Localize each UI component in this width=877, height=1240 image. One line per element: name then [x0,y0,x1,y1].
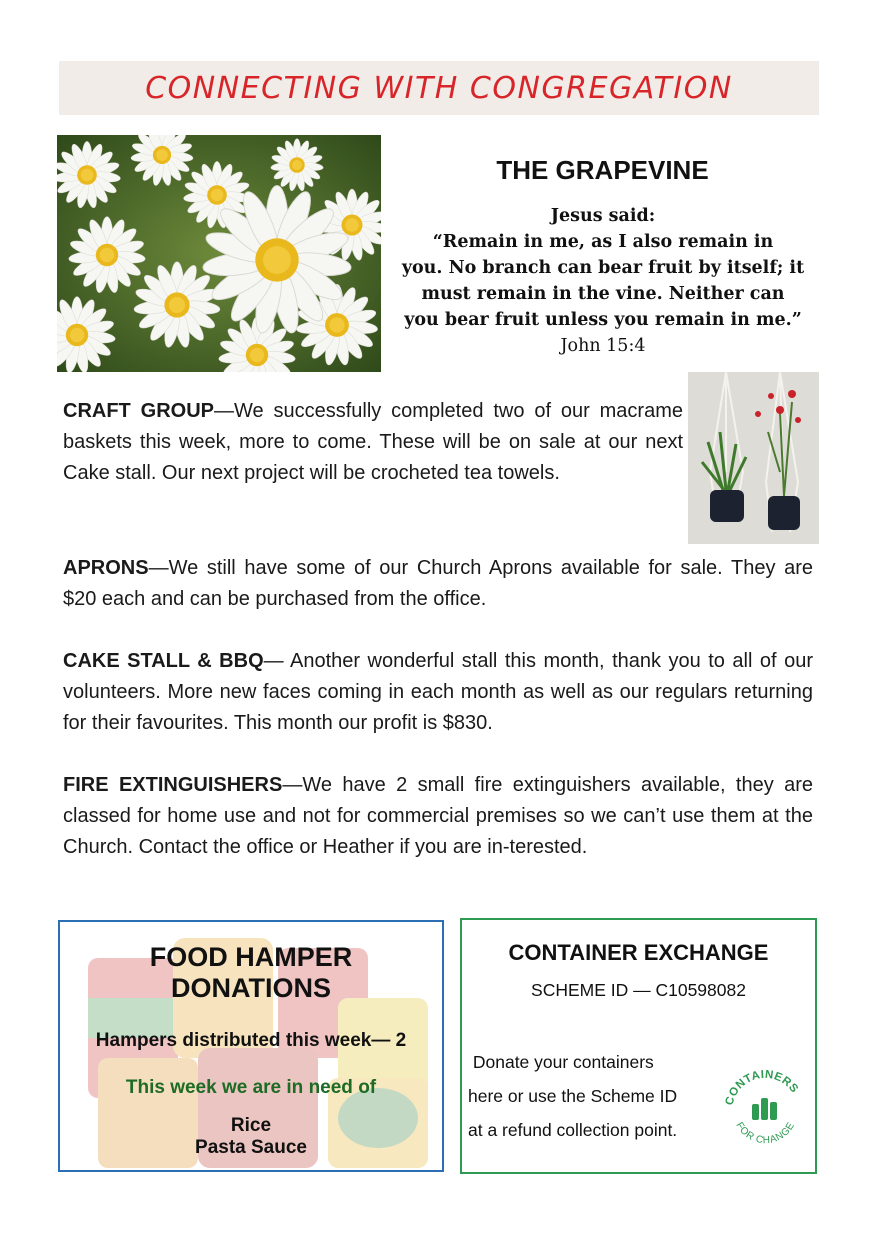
donate-line: Donate your containers [468,1052,654,1072]
section-text: — Another wonderful stall this month, thank you to all of our volunteers. More new faces coming in each month as well as our regulars returning for their favourites. This month our profit is $830. [63,650,813,734]
section-text: —We still have some of our Church Aprons available for sale. They are $20 each and can be purchased from the office. [63,557,813,610]
header-banner [59,61,819,115]
donate-text [468,1045,728,1147]
donate-line: here or use the Scheme ID [468,1086,678,1106]
needed-items-list [60,1115,442,1159]
container-exchange-title: CONTAINER EXCHANGE [508,940,769,965]
section-text: —We successfully completed two of our macrame baskets this week, more to come. These will be on sale at our next Cake stall. Our next project will be crocheted tea towels. [63,400,683,484]
section-heading: APRONS [63,557,149,579]
section-text: —We have 2 small fire extinguishers available, they are classed for home use and not for commercial premises so we can’t use them at the Church. Contact the office or Heather if you are in-terested. [63,774,813,858]
cake-stall-section [63,646,813,739]
scheme-id: SCHEME ID — C10598082 [531,980,746,1000]
svg-text:CONTAINERS: CONTAINERS [723,1068,801,1107]
quote-line: must remain in the vine. Neither can [421,284,785,304]
donate-line: at a refund collection point. [468,1120,678,1140]
food-hamper-box [58,920,444,1172]
quote-line: “Remain in me, as I also remain in [432,232,774,252]
daisy-flowers-photo [57,135,381,372]
craft-group-section [63,396,683,489]
containers-for-change-logo [718,1060,810,1152]
quote-line: you bear fruit unless you remain in me.” [404,310,802,330]
food-hamper-title [60,942,442,1004]
need-heading: This week we are in need of [125,1077,377,1098]
food-hamper-title-line: FOOD HAMPER [149,942,353,972]
list-item: Rice [230,1115,272,1136]
page-title: CONNECTING WITH CONGREGATION [145,70,733,106]
list-item: Pasta Sauce [195,1137,307,1158]
section-heading: CRAFT GROUP [63,400,214,422]
hampers-distributed: Hampers distributed this week— 2 [95,1030,407,1051]
section-heading: FIRE EXTINGUISHERS [63,774,283,796]
quote-intro: Jesus said: [550,206,656,226]
food-hamper-title-line: DONATIONS [171,973,331,1003]
quote-reference: John 15:4 [560,336,646,356]
svg-text:FOR CHANGE: FOR CHANGE [733,1120,798,1147]
aprons-section [63,553,813,615]
quote-line: you. No branch can bear fruit by itself; it [401,258,805,278]
scripture-quote [393,203,813,359]
fire-extinguishers-section [63,770,813,863]
grapevine-title: THE GRAPEVINE [496,155,709,185]
container-exchange-box [460,918,817,1174]
section-heading: CAKE STALL & BBQ [63,650,264,672]
macrame-plant-hangers-photo [688,372,819,544]
